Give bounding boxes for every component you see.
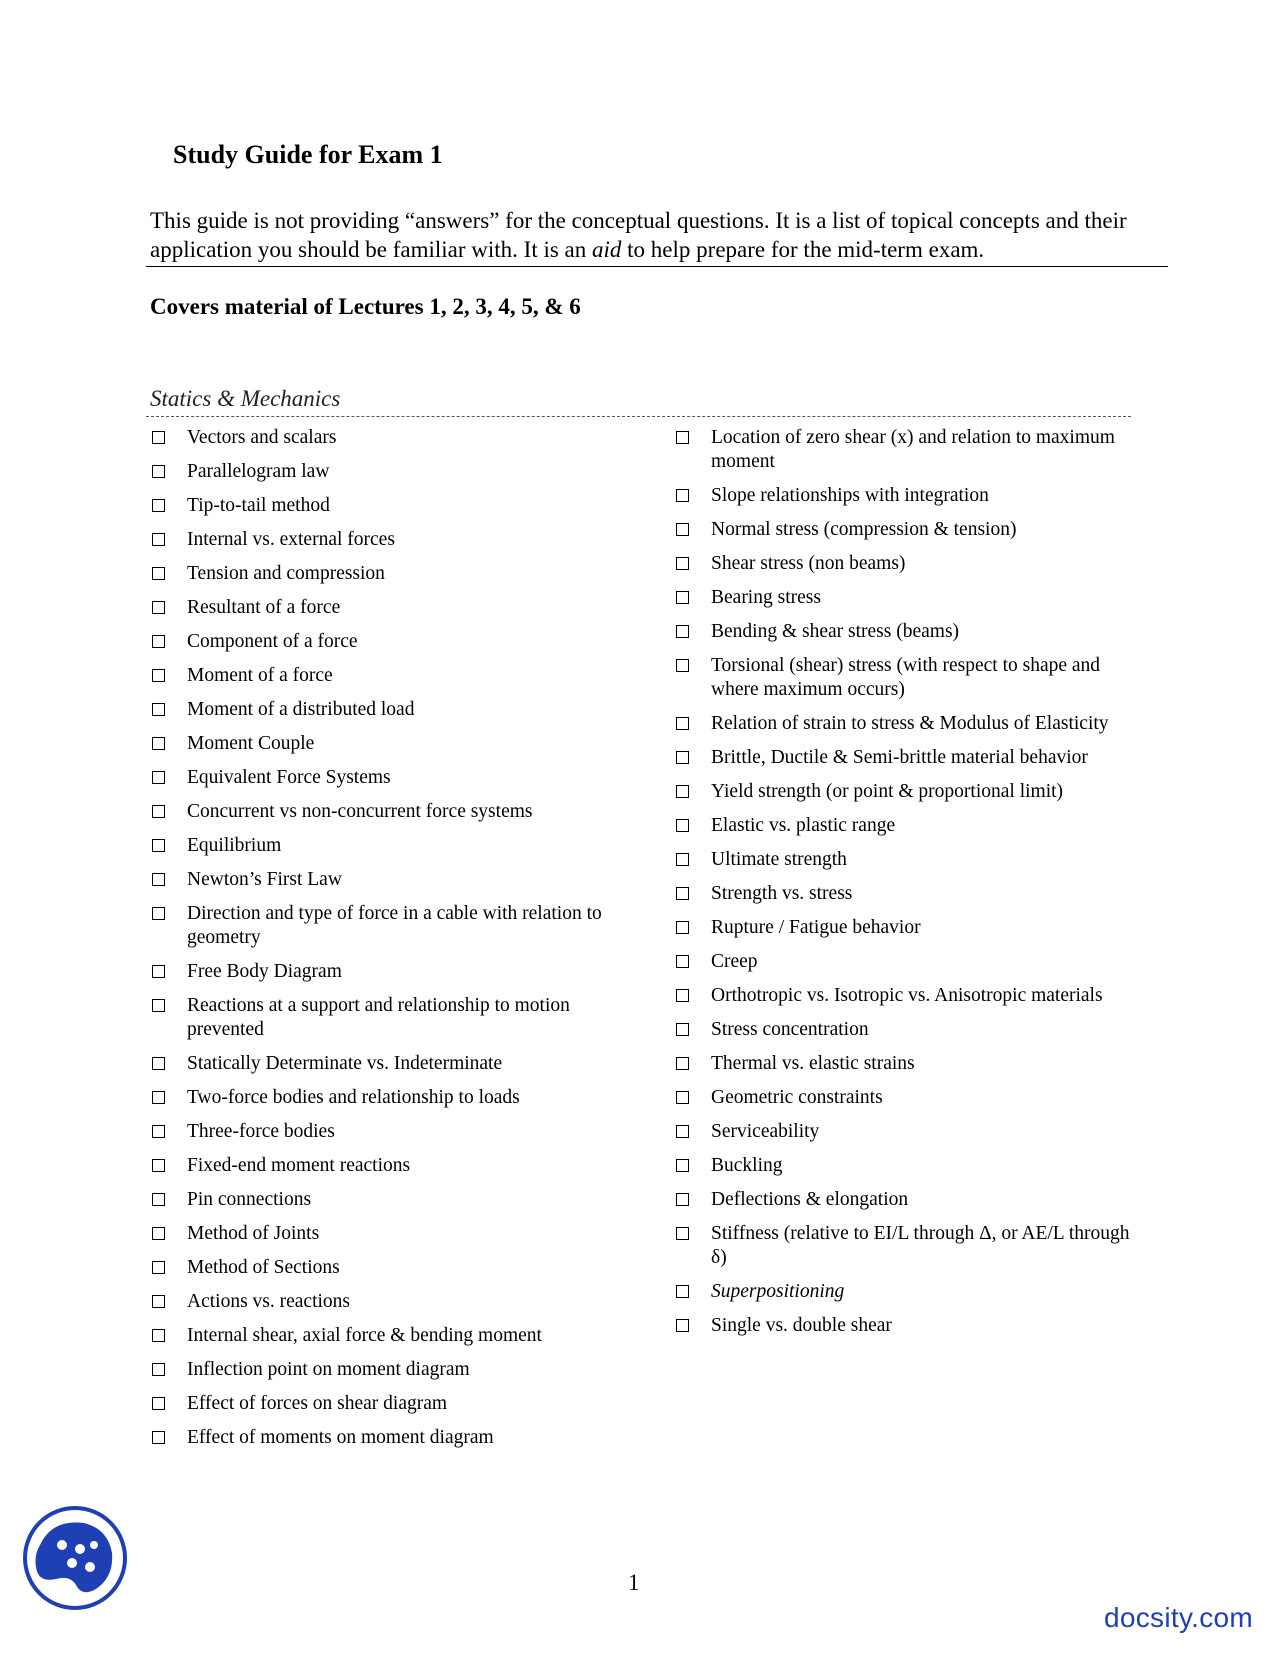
checklist-item-label: Equivalent Force Systems bbox=[187, 767, 391, 788]
checklist-item bbox=[676, 1314, 1146, 1338]
checkbox[interactable] bbox=[676, 1193, 689, 1206]
checklist-item bbox=[152, 1222, 632, 1246]
checkbox[interactable] bbox=[152, 1091, 165, 1104]
checkbox[interactable] bbox=[152, 1159, 165, 1172]
checklist-left bbox=[152, 426, 632, 1460]
checkbox[interactable] bbox=[676, 785, 689, 798]
checklist-item bbox=[152, 732, 632, 756]
checklist-item bbox=[676, 848, 1146, 872]
checklist-item-label: Deflections & elongation bbox=[711, 1189, 909, 1210]
checklist-item bbox=[676, 552, 1146, 576]
checkbox[interactable] bbox=[676, 819, 689, 832]
checklist-item bbox=[152, 1154, 632, 1178]
checkbox[interactable] bbox=[152, 1295, 165, 1308]
checklist-item bbox=[152, 960, 632, 984]
checkbox[interactable] bbox=[676, 557, 689, 570]
checklist-item bbox=[676, 712, 1146, 736]
checklist-item bbox=[152, 426, 632, 450]
checklist-item bbox=[152, 1358, 632, 1382]
checklist-item-label: Internal shear, axial force & bending moment bbox=[187, 1325, 542, 1346]
checklist-item bbox=[152, 834, 632, 858]
checklist-item bbox=[676, 1154, 1146, 1178]
checklist-item bbox=[676, 1222, 1146, 1270]
checklist-item-label: Method of Sections bbox=[187, 1257, 340, 1278]
docsity-logo-icon[interactable] bbox=[22, 1505, 128, 1611]
checklist-item-label: Moment of a distributed load bbox=[187, 699, 415, 720]
checklist-item bbox=[152, 1426, 632, 1450]
checkbox[interactable] bbox=[152, 669, 165, 682]
checkbox[interactable] bbox=[152, 703, 165, 716]
checklist-item bbox=[152, 460, 632, 484]
checklist-item-label: Thermal vs. elastic strains bbox=[711, 1053, 915, 1074]
checklist-item-label: Concurrent vs non-concurrent force systems bbox=[187, 801, 533, 822]
checklist-item-label: Effect of moments on moment diagram bbox=[187, 1427, 494, 1448]
checklist-item bbox=[152, 630, 632, 654]
checkbox[interactable] bbox=[152, 839, 165, 852]
checklist-item-label: Direction and type of force in a cable with relation to geometry bbox=[187, 903, 602, 948]
checkbox[interactable] bbox=[676, 751, 689, 764]
checkbox[interactable] bbox=[152, 533, 165, 546]
section-divider bbox=[146, 416, 1131, 417]
checkbox[interactable] bbox=[152, 1057, 165, 1070]
checklist-item-label: Torsional (shear) stress (with respect to shape and where maximum occurs) bbox=[711, 655, 1101, 700]
checkbox[interactable] bbox=[152, 1329, 165, 1342]
checkbox[interactable] bbox=[152, 873, 165, 886]
checklist-item bbox=[152, 562, 632, 586]
checklist-right bbox=[676, 426, 1146, 1348]
checkbox[interactable] bbox=[152, 907, 165, 920]
checklist-item-label: Component of a force bbox=[187, 631, 358, 652]
checklist-item bbox=[676, 916, 1146, 940]
checklist-item bbox=[152, 664, 632, 688]
intro-paragraph bbox=[150, 206, 1170, 264]
checklist-item-label: Relation of strain to stress & Modulus of Elasticity bbox=[711, 713, 1109, 734]
checklist-item bbox=[676, 586, 1146, 610]
checkbox[interactable] bbox=[152, 1261, 165, 1274]
checkbox[interactable] bbox=[676, 955, 689, 968]
checklist-item bbox=[676, 814, 1146, 838]
checklist-item bbox=[152, 1256, 632, 1280]
checkbox[interactable] bbox=[676, 717, 689, 730]
checkbox[interactable] bbox=[152, 567, 165, 580]
checklist-item bbox=[676, 1086, 1146, 1110]
checkbox[interactable] bbox=[676, 1023, 689, 1036]
checklist-item-label: Effect of forces on shear diagram bbox=[187, 1393, 448, 1414]
checklist-item bbox=[676, 484, 1146, 508]
docsity-brand-link[interactable]: docsity.com bbox=[1104, 1602, 1254, 1633]
checklist-item-label: Rupture / Fatigue behavior bbox=[711, 917, 921, 938]
checklist-item-label: Pin connections bbox=[187, 1189, 312, 1210]
intro-emphasis: aid bbox=[592, 237, 622, 262]
checklist-item-label: Tip-to-tail method bbox=[187, 495, 330, 516]
checklist-item-label: Bearing stress bbox=[711, 587, 821, 608]
checkbox[interactable] bbox=[676, 1091, 689, 1104]
checklist-item-label: Vectors and scalars bbox=[187, 427, 337, 448]
checkbox[interactable] bbox=[152, 999, 165, 1012]
checkbox[interactable] bbox=[676, 659, 689, 672]
checkbox[interactable] bbox=[676, 1125, 689, 1138]
checklist-item bbox=[676, 1052, 1146, 1076]
checklist-item-label: Single vs. double shear bbox=[711, 1315, 892, 1336]
checklist-item-label: Actions vs. reactions bbox=[187, 1291, 351, 1312]
checkbox[interactable] bbox=[152, 1431, 165, 1444]
checklist-item-label: Superpositioning bbox=[711, 1281, 845, 1302]
checkbox[interactable] bbox=[152, 1227, 165, 1240]
checklist-item-label: Orthotropic vs. Isotropic vs. Anisotropic materials bbox=[711, 985, 1103, 1006]
checkbox[interactable] bbox=[676, 989, 689, 1002]
checklist-item-label: Bending & shear stress (beams) bbox=[711, 621, 960, 642]
checklist-item-label: Strength vs. stress bbox=[711, 883, 853, 904]
checkbox[interactable] bbox=[152, 1193, 165, 1206]
checklist-item bbox=[152, 994, 632, 1042]
checklist-item bbox=[676, 882, 1146, 906]
checklist-item-label: Buckling bbox=[711, 1155, 783, 1176]
intro-text-1: This guide is not providing “answers” for the conceptual questions. It is a list of topical concepts and their application you should be familiar with. It is an bbox=[150, 208, 1127, 262]
checkbox[interactable] bbox=[152, 635, 165, 648]
checklist-item bbox=[152, 1188, 632, 1212]
checkbox[interactable] bbox=[676, 625, 689, 638]
checklist-item-label: Two-force bodies and relationship to loads bbox=[187, 1087, 520, 1108]
checklist-item bbox=[676, 518, 1146, 542]
checkbox[interactable] bbox=[152, 1125, 165, 1138]
checkbox[interactable] bbox=[152, 737, 165, 750]
checkbox[interactable] bbox=[676, 523, 689, 536]
checkbox[interactable] bbox=[152, 805, 165, 818]
checklist-item-label: Three-force bodies bbox=[187, 1121, 335, 1142]
checklist-item bbox=[152, 1120, 632, 1144]
checkbox[interactable] bbox=[152, 965, 165, 978]
checklist-item-label: Geometric constraints bbox=[711, 1087, 883, 1108]
checkbox[interactable] bbox=[152, 1363, 165, 1376]
checkbox[interactable] bbox=[152, 1397, 165, 1410]
checklist-item-label: Equilibrium bbox=[187, 835, 282, 856]
checkbox[interactable] bbox=[152, 601, 165, 614]
checkbox[interactable] bbox=[676, 591, 689, 604]
checklist-item bbox=[676, 426, 1146, 474]
checklist-item bbox=[152, 1052, 632, 1076]
intro-text-2: to help prepare for the mid-term exam. bbox=[621, 237, 985, 262]
checklist-item bbox=[152, 902, 632, 950]
checklist-item-label: Normal stress (compression & tension) bbox=[711, 519, 1017, 540]
checklist-item bbox=[152, 698, 632, 722]
checkbox[interactable] bbox=[152, 771, 165, 784]
checklist-item-label: Newton’s First Law bbox=[187, 869, 342, 890]
checkbox[interactable] bbox=[676, 489, 689, 502]
checklist-item bbox=[676, 1280, 1146, 1304]
checklist-item bbox=[676, 984, 1146, 1008]
checkbox[interactable] bbox=[676, 853, 689, 866]
checklist-item-label: Serviceability bbox=[711, 1121, 820, 1142]
checklist-item-label: Parallelogram law bbox=[187, 461, 330, 482]
checklist-item-label: Free Body Diagram bbox=[187, 961, 342, 982]
checklist-item-label: Moment Couple bbox=[187, 733, 315, 754]
checkbox[interactable] bbox=[676, 1285, 689, 1298]
checkbox[interactable] bbox=[676, 1159, 689, 1172]
page-number: 1 bbox=[628, 1570, 640, 1595]
checklist-item bbox=[152, 766, 632, 790]
checkbox[interactable] bbox=[152, 431, 165, 444]
checklist-item bbox=[676, 1188, 1146, 1212]
checklist-item bbox=[152, 528, 632, 552]
checklist-item-label: Slope relationships with integration bbox=[711, 485, 989, 506]
checkbox[interactable] bbox=[676, 1227, 689, 1240]
checkbox[interactable] bbox=[676, 887, 689, 900]
checklist-item bbox=[676, 654, 1146, 702]
checklist-item-label: Brittle, Ductile & Semi-brittle material behavior bbox=[711, 747, 1088, 768]
checklist-item-label: Yield strength (or point & proportional limit) bbox=[711, 781, 1064, 802]
covers-heading: Covers material of Lectures 1, 2, 3, 4, 5, & 6 bbox=[150, 294, 581, 319]
checklist-item-label: Inflection point on moment diagram bbox=[187, 1359, 470, 1380]
checklist-item bbox=[676, 780, 1146, 804]
checklist-item-label: Statically Determinate vs. Indeterminate bbox=[187, 1053, 503, 1074]
checkbox[interactable] bbox=[676, 1319, 689, 1332]
checklist-item-label: Resultant of a force bbox=[187, 597, 341, 618]
checkbox[interactable] bbox=[152, 499, 165, 512]
checklist-item bbox=[152, 1290, 632, 1314]
checklist-item-label: Shear stress (non beams) bbox=[711, 553, 906, 574]
intro-divider bbox=[146, 266, 1168, 267]
checklist-item-label: Internal vs. external forces bbox=[187, 529, 395, 550]
checklist-item bbox=[676, 1018, 1146, 1042]
section-title: Statics & Mechanics bbox=[150, 386, 341, 411]
checkbox[interactable] bbox=[676, 1057, 689, 1070]
checklist-item-label: Moment of a force bbox=[187, 665, 333, 686]
document-title: Study Guide for Exam 1 bbox=[173, 140, 443, 169]
checklist-item bbox=[152, 494, 632, 518]
checkbox[interactable] bbox=[676, 431, 689, 444]
checklist-item bbox=[676, 1120, 1146, 1144]
checklist-item bbox=[676, 620, 1146, 644]
checkbox[interactable] bbox=[676, 921, 689, 934]
checklist-item bbox=[676, 950, 1146, 974]
checklist-item-label: Method of Joints bbox=[187, 1223, 320, 1244]
checklist-item bbox=[152, 1392, 632, 1416]
checklist-item-label: Tension and compression bbox=[187, 563, 385, 584]
checklist-item bbox=[676, 746, 1146, 770]
checklist-item-label: Ultimate strength bbox=[711, 849, 847, 870]
checklist-item-label: Location of zero shear (x) and relation to maximum moment bbox=[711, 427, 1115, 472]
checklist-item-label: Elastic vs. plastic range bbox=[711, 815, 896, 836]
checklist-item bbox=[152, 1324, 632, 1348]
checklist-item-label: Creep bbox=[711, 951, 758, 972]
checklist-item-label: Stress concentration bbox=[711, 1019, 869, 1040]
checklist-item-label: Reactions at a support and relationship to motion prevented bbox=[187, 995, 570, 1040]
checklist-item bbox=[152, 596, 632, 620]
checklist-item bbox=[152, 1086, 632, 1110]
checklist-item bbox=[152, 800, 632, 824]
checklist-item-label: Stiffness (relative to EI/L through Δ, or AE/L through δ) bbox=[711, 1223, 1130, 1268]
checkbox[interactable] bbox=[152, 465, 165, 478]
checklist-item bbox=[152, 868, 632, 892]
checklist-item-label: Fixed-end moment reactions bbox=[187, 1155, 411, 1176]
